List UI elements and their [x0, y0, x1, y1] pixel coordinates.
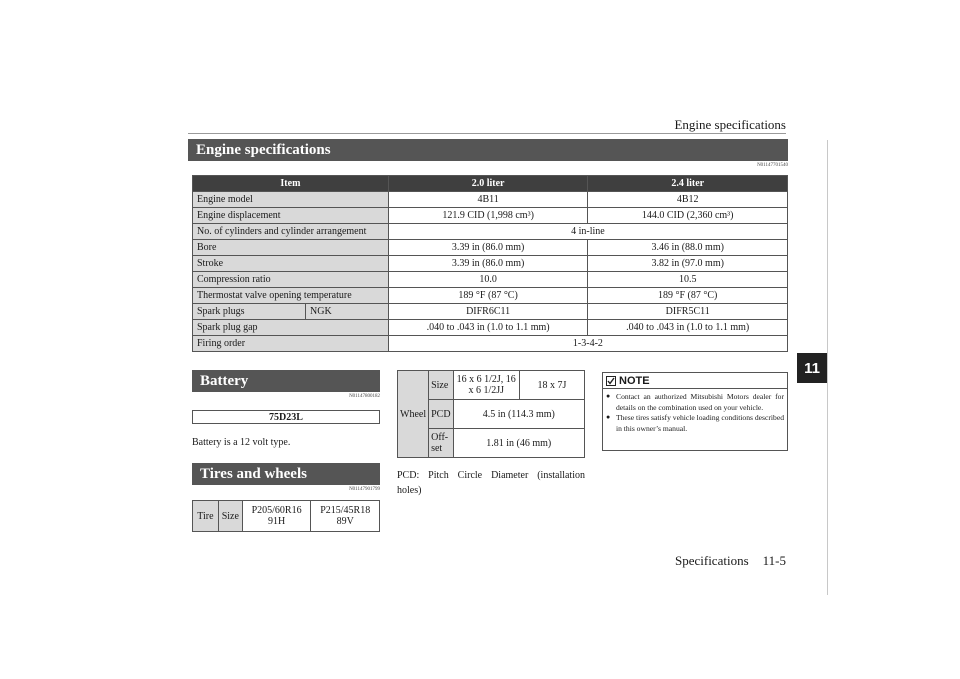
battery-section-code: N01147800182: [349, 394, 380, 399]
column-header: 2.0 liter: [388, 176, 588, 192]
table-row: Firing order 1-3-4-2: [193, 336, 788, 352]
tires-section-heading: Tires and wheels: [192, 463, 380, 485]
table-row: Stroke 3.39 in (86.0 mm) 3.82 in (97.0 mm): [193, 256, 788, 272]
header-rule: [188, 133, 786, 134]
note-list: [603, 392, 787, 435]
column-header: 2.4 liter: [588, 176, 788, 192]
table-header-row: [193, 176, 788, 192]
table-row: Bore 3.39 in (86.0 mm) 3.46 in (88.0 mm): [193, 240, 788, 256]
page-footer: [560, 553, 786, 569]
battery-type: 75D23L: [192, 410, 380, 424]
table-row: No. of cylinders and cylinder arrangement 4 in-line: [193, 224, 788, 240]
list-item: ● These tires satisfy vehicle loading conditions described in this owner’s manual.: [616, 413, 784, 434]
wheel-table: [397, 370, 585, 458]
column-header: Item: [193, 176, 389, 192]
chapter-tab: 11: [797, 353, 827, 383]
note-title: NOTE: [619, 374, 650, 387]
tires-section-code: N01147901799: [349, 487, 380, 492]
note-box: [602, 372, 788, 451]
table-row: Thermostat valve opening temperature 189 °F (87 °C) 189 °F (87 °C): [193, 288, 788, 304]
chapter-rule: [827, 140, 828, 595]
table-row: Off-set 1.81 in (46 mm): [398, 429, 585, 458]
table-row: Spark plug gap .040 to .043 in (1.0 to 1.1 mm) .040 to .043 in (1.0 to 1.1 mm): [193, 320, 788, 336]
spark-plugs-label: Spark plugs: [193, 304, 306, 319]
battery-section-heading: Battery: [192, 370, 380, 392]
list-item: ● Contact an authorized Mitsubishi Motors dealer for details on the combination used on your vehicle.: [616, 392, 784, 413]
check-icon: [606, 376, 616, 386]
table-row: PCD 4.5 in (114.3 mm): [398, 400, 585, 429]
running-header: Engine specifications: [674, 117, 786, 132]
table-row: Compression ratio 10.0 10.5: [193, 272, 788, 288]
footer-section: Specifications: [674, 553, 749, 568]
battery-description: Battery is a 12 volt type.: [192, 437, 291, 448]
engine-section-heading: Engine specifications: [188, 139, 788, 161]
table-row: Tire Size P205/60R16 91H P215/45R18 89V: [193, 501, 380, 532]
spark-plugs-brand: NGK: [310, 306, 332, 317]
table-row: Wheel Size 16 x 6 1/2J, 16 x 6 1/2JJ 18 x 7J: [398, 371, 585, 400]
table-row: Engine displacement 121.9 CID (1,998 cm³) 144.0 CID (2,360 cm³): [193, 208, 788, 224]
tire-table: [192, 500, 380, 532]
engine-section-code: N01147701540: [757, 163, 788, 168]
wheel-label: Wheel: [398, 371, 429, 458]
table-row: Engine model 4B11 4B12: [193, 192, 788, 208]
page-number: 11-5: [762, 553, 786, 568]
table-row: Spark plugs NGK DIFR6C11 DIFR5C11: [193, 304, 788, 320]
engine-spec-table: [192, 175, 788, 352]
pcd-note: PCD: Pitch Circle Diameter (installation holes): [397, 470, 585, 496]
